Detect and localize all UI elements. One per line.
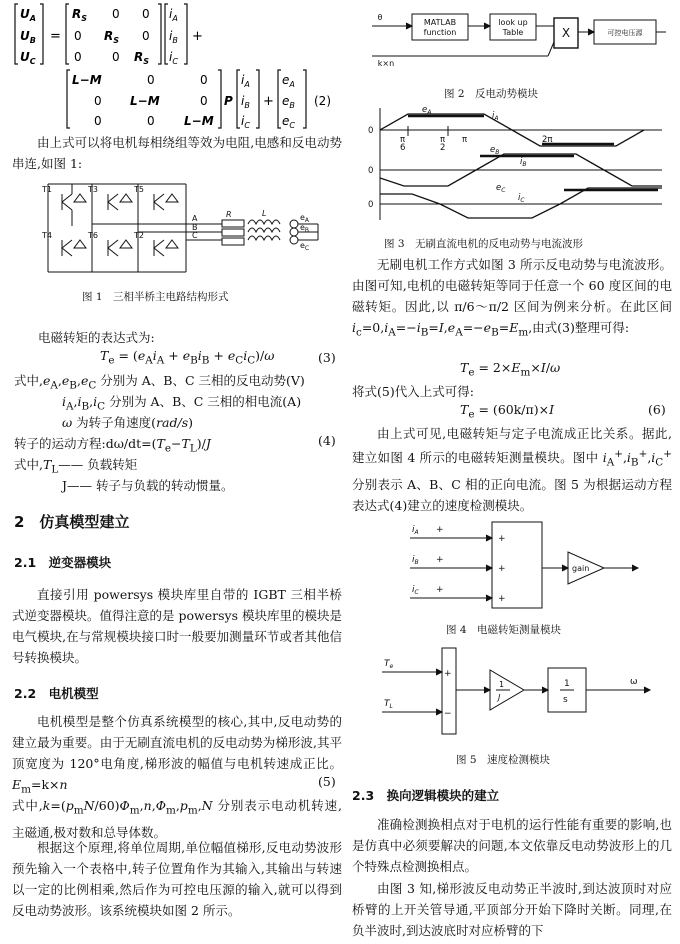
definition-current: $i_A,i_B,i_C$ 分别为 A、B、C 三相的相电流(A): [62, 394, 302, 413]
svg-text:L−M: L−M: [184, 114, 214, 128]
svg-text:T4: T4: [42, 231, 52, 240]
svg-text:0: 0: [200, 73, 208, 87]
svg-text:eC: $e_C$: [496, 183, 506, 194]
svg-text:eB: $e_B$: [490, 145, 500, 156]
svg-text:T3: T3: [88, 185, 98, 194]
svg-text:2π: 2π: [542, 135, 553, 145]
figure-5-caption: 图 5 速度检测模块: [456, 754, 551, 766]
para-4: 由上式可见,电磁转矩与定子电流成正比关系。据此,建立如图 4 所示的电磁转矩测量模块。图中 $i_A^+,i_B^+,i_C^+$ 分别表示 A、B、C 相的正向电流。图 5 为根据运动方程表达式(4)建立的速度检测模块。: [352, 426, 672, 513]
svg-text:eC: $e_C$: [282, 114, 295, 130]
svg-text:k×n: k×n: [377, 59, 395, 68]
svg-text:2: 2: [440, 143, 446, 153]
svg-text:T5: T5: [134, 185, 144, 194]
definition-emf: 式中$,e_A,e_B,e_C$ 分别为 A、B、C 三相的反电动势(V): [14, 373, 305, 392]
eq3-number: (3): [318, 350, 336, 365]
svg-text:0: 0: [147, 73, 155, 87]
para-2-1: 直接引用 powersys 模块库里自带的 IGBT 三相半桥式逆变器模块。值得注意的是 powersys 模块库里的模块是电气模块,在与常规模块接口时一般要加测量环节或者其他信号转换模块。: [12, 587, 342, 665]
svg-text:0: 0: [142, 29, 150, 43]
svg-text:iA: $i_A$: [241, 73, 250, 89]
equation-te: $T_e = 2\times E_m\times I/\omega$: [460, 360, 561, 379]
svg-text:0: 0: [74, 50, 82, 64]
svg-text:A: A: [192, 214, 198, 223]
svg-text:iB: $i_B$: [520, 157, 527, 168]
eq4-number: (4): [318, 433, 336, 448]
svg-text:+: +: [444, 669, 452, 679]
svg-text:function: function: [423, 28, 457, 37]
svg-text:X: X: [561, 26, 571, 40]
figure-1-circuit: [42, 180, 332, 276]
svg-text:eC: $e_C$: [300, 241, 310, 252]
substitution-note: 将式(5)代入上式可得:: [352, 384, 474, 399]
svg-text:iC: $i_C$: [518, 193, 525, 204]
eq6-number: (6): [648, 402, 666, 417]
definition-inertia: J—— 转子与负载的转动惯量。: [62, 478, 234, 493]
svg-text:=: =: [50, 29, 61, 44]
svg-text:π: π: [440, 135, 446, 145]
svg-text:R: R: [226, 210, 232, 219]
svg-text:+: +: [498, 564, 506, 574]
svg-text:可控电压源: 可控电压源: [607, 29, 643, 37]
svg-text:0: 0: [112, 50, 120, 64]
para-2-2c: 根据这个原理,将单位周期,单位幅值梯形,反电动势波形预先输入一个表格中,转子位置角作为其输入,其输出与转速以一定的比例相乘,然后作为可控电压源的输入,就可以得到反电动势波形。该系统模块如图 2 所示。: [12, 840, 342, 918]
para-5: 准确检测换相点对于电机的运行性能有重要的影响,也是仿真中必须要解决的问题,本文依靠反电动势波形上的几个特殊点检测换相点。: [352, 817, 672, 874]
svg-text:π: π: [462, 135, 468, 145]
svg-text:iB: $i_B$: [169, 29, 178, 45]
figure-3-waveforms: [352, 104, 672, 224]
para-1: 由上式可以将电机每相绕组等效为电阻,电感和反电动势串连,如图 1:: [12, 135, 342, 171]
section-2-heading: 2 仿真模型建立: [14, 513, 130, 531]
svg-text:P: P: [224, 94, 233, 108]
svg-text:gain: gain: [572, 564, 590, 573]
svg-text:eB: $e_B$: [300, 223, 310, 234]
svg-text:iC: $i_C$: [412, 585, 419, 596]
svg-text:iA: $i_A$: [169, 7, 178, 23]
svg-text:ω: ω: [630, 677, 638, 687]
svg-text:+: +: [436, 525, 444, 535]
figure-1-caption: 图 1 三相半桥主电路结构形式: [82, 291, 229, 303]
svg-text:iA: $i_A$: [412, 525, 419, 536]
svg-text:0: 0: [368, 166, 374, 176]
u-c: $U_C$: [20, 50, 36, 66]
svg-text:0: 0: [368, 200, 374, 210]
figure-5-speed-module: [372, 640, 662, 740]
u-a: $U_A$: [20, 7, 36, 23]
svg-text:+: +: [192, 29, 203, 44]
svg-text:6: 6: [400, 143, 406, 153]
svg-text:+: +: [498, 594, 506, 604]
svg-text:L−M: L−M: [72, 73, 102, 87]
svg-text:T6: T6: [88, 231, 98, 240]
svg-text:s: s: [563, 695, 568, 705]
u-b: $U_B$: [20, 29, 36, 45]
svg-text:J: J: [498, 693, 501, 702]
equation-4: 转子的运动方程$:d\omega/dt=(T_e-T_L)/J$: [14, 436, 211, 455]
para-2-2a: 电机模型是整个仿真系统模型的核心,其中,反电动势的建立最为重要。由于无刷直流电机的反电动势为梯形波,其平顶宽度为 120°电角度,梯形波的幅值与电机转速成正比。$E_m=k\times n$: [12, 714, 342, 796]
figure-4-torque-module: [392, 518, 652, 610]
svg-text:T1: T1: [42, 185, 52, 194]
svg-text:iC: $i_C$: [241, 114, 250, 130]
svg-text:0: 0: [200, 94, 208, 108]
svg-text:L: L: [262, 209, 267, 218]
eq5-number: (5): [318, 774, 336, 789]
svg-text:+: +: [436, 585, 444, 595]
svg-text:0: 0: [74, 29, 82, 43]
svg-text:0: 0: [147, 114, 155, 128]
svg-text:C: C: [192, 231, 198, 240]
svg-text:iC: $i_C$: [169, 50, 178, 66]
svg-text:T2: T2: [134, 231, 144, 240]
svg-text:RS: $R_S$: [104, 29, 120, 45]
equation-6: $T_e = (60k/\pi)\times I$: [460, 402, 555, 421]
svg-text:eA: $e_A$: [422, 105, 432, 116]
svg-text:Te: $T_e$: [384, 659, 394, 670]
figure-2-caption: 图 2 反电动势模块: [444, 88, 539, 100]
figure-2-emf-module: [372, 0, 672, 70]
svg-text:Table: Table: [502, 28, 524, 37]
section-2-3-heading: 2.3 换向逻辑模块的建立: [352, 788, 500, 803]
svg-text:+: +: [498, 534, 506, 544]
svg-text:L−M: L−M: [130, 94, 160, 108]
svg-text:0: 0: [112, 7, 120, 21]
svg-text:0: 0: [142, 7, 150, 21]
para-3: 无刷电机工作方式如图 3 所示反电动势与电流波形。由图可知,电机的电磁转矩等同于任意一个 60 度区间的电磁转矩。因此,以 π/6～π/2 区间为例来分析。在此区间 $i_c=0,i_A=-i_B=I,e_A=-e_B=E_m$,由式(3)整理可得:: [352, 257, 672, 339]
definition-load-torque: 式中$,T_L——$ 负载转矩: [14, 457, 138, 476]
eq2-number: (2): [314, 94, 331, 108]
theta-label: θ: [377, 13, 383, 22]
svg-text:+: +: [436, 555, 444, 565]
svg-text:RS: $R_S$: [72, 7, 88, 23]
svg-text:eB: $e_B$: [282, 94, 295, 110]
figure-4-caption: 图 4 电磁转矩测量模块: [446, 624, 562, 636]
svg-text:+: +: [263, 94, 274, 109]
equation-3: $T_e = (e_Ai_A + e_Bi_B + e_Ci_C)/\omega$: [100, 348, 275, 367]
svg-text:1: 1: [499, 680, 505, 689]
definition-omega: ω 为转子角速度(rad/s): [62, 415, 194, 430]
svg-text:π: π: [400, 135, 406, 145]
svg-text:B: B: [192, 223, 198, 232]
svg-text:iB: $i_B$: [412, 555, 419, 566]
svg-text:MATLAB: MATLAB: [423, 18, 457, 27]
figure-3-caption: 图 3 无刷直流电机的反电动势与电流波形: [384, 238, 584, 250]
svg-text:RS: $R_S$: [134, 50, 150, 66]
svg-text:0: 0: [94, 94, 102, 108]
para-2-2b: 式中$,k=(p_mN/60)\Phi_m,n,\Phi_m,p_m,N$ 分别表示电动机转速,主磁通,极对数和总导体数。: [12, 798, 342, 840]
equation-1-2: [12, 2, 342, 132]
svg-text:iA: $i_A$: [492, 111, 499, 122]
section-2-2-heading: 2.2 电机模型: [14, 686, 99, 701]
svg-text:eA: $e_A$: [282, 73, 295, 89]
svg-text:eA: $e_A$: [300, 213, 310, 224]
svg-text:1: 1: [564, 679, 570, 689]
svg-text:0: 0: [368, 126, 374, 136]
svg-text:0: 0: [94, 114, 102, 128]
svg-text:iB: $i_B$: [241, 94, 250, 110]
svg-text:look up: look up: [498, 18, 528, 27]
svg-text:TL: $T_L$: [384, 699, 393, 710]
torque-intro: 电磁转矩的表达式为:: [38, 330, 155, 345]
section-2-1-heading: 2.1 逆变器模块: [14, 555, 112, 570]
para-6: 由图 3 知,梯形波反电动势正半波时,到达波顶时对应桥臂的上开关管导通,平顶部分开始下降时关断。同理,在负半波时,到达波底时对应桥臂的下: [352, 881, 672, 938]
svg-text:−: −: [444, 709, 452, 719]
